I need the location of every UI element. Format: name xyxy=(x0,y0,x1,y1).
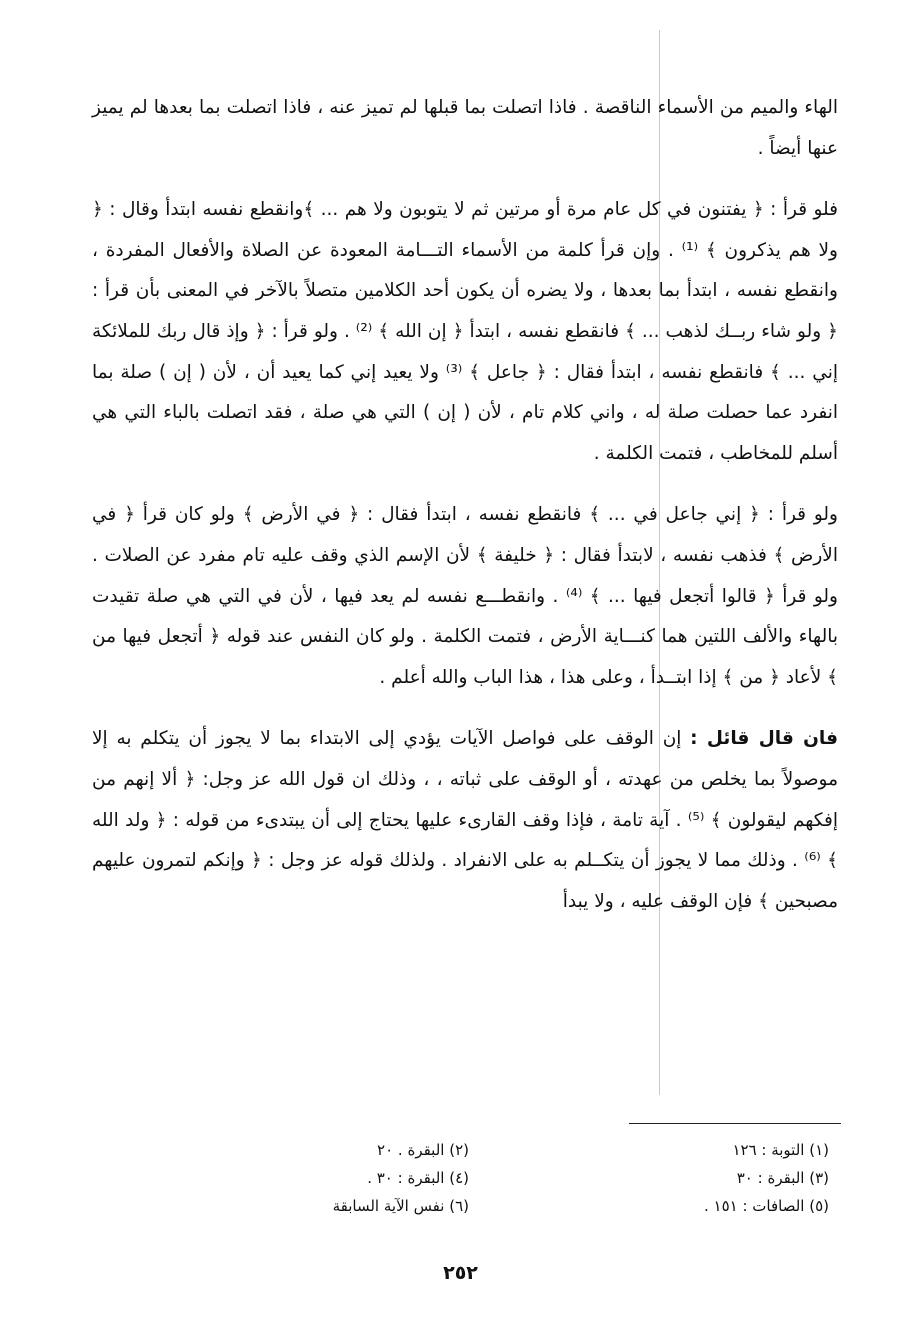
paragraph-2 xyxy=(92,190,838,474)
paragraph-text: ولو قرأ : ﴿ إني جاعل في ... ﴾ فانقطع نفسه ، ابتدأ فقال : ﴿ في الأرض ﴾ ولو كان قرأ ﴿ في الأرض ﴾ فذهب نفسه ، لابتدأ فقال : ﴿ خليفة ﴾ لأن الإسم الذي وقف عليه تام مفرد عن الصلات . ولو قرأ ﴿ قالوا أتجعل فيها ... ﴾ ⁽⁴⁾ . وانقطـــع نفسه لم يعد فيها ، لأن في التي هي صلة تقيدت بالهاء والألف اللتين هما كنـــاية الأرض ، فتمت الكلمة . ولو كان النفس عند قوله ﴿ أتجعل فيها من ﴾ لأعاد ﴿ من ﴾ إذا ابتــدأ ، وعلى هذا ، هذا الباب والله أعلم . xyxy=(92,504,838,688)
footnote-3: (٣) البقرة : ٣٠ xyxy=(736,1169,829,1187)
paragraph-1 xyxy=(92,88,838,169)
footnote-4: (٤) البقرة : ٣٠ . xyxy=(367,1169,469,1187)
footnote-6: (٦) نفس الآية السابقة xyxy=(332,1197,469,1215)
paragraph-3 xyxy=(92,495,838,698)
footnotes xyxy=(269,1139,829,1217)
footnote-2: (٢) البقرة . ٢٠ xyxy=(377,1141,469,1159)
main-text xyxy=(92,88,838,922)
footnote-separator xyxy=(629,1123,841,1124)
paragraph-text: فلو قرأ : ﴿ يفتنون في كل عام مرة أو مرتين ثم لا يتوبون ولا هم ... ﴾وانقطع نفسه ابتدأ وقال : ﴿ ولا هم يذكرون ﴾ ⁽¹⁾ . وإن قرأ كلمة من الأسماء التـــامة المعودة عن الصلاة والأفعال المفردة ، وانقطع نفسه ، ابتدأ بما بعدها ، ولا يضره أن يكون أحد الكلامين متصلاً بالآخر في المعنى بأن قرأ : ﴿ ولو شاء ربــك لذهب ... ﴾ فانقطع نفسه ، ابتدأ ﴿ إن الله ﴾ ⁽²⁾ . ولو قرأ : ﴿ وإذ قال ربك للملائكة إني ... ﴾ فانقطع نفسه ، ابتدأ فقال : ﴿ جاعل ﴾ ⁽³⁾ ولا يعيد إني كما يعيد أن ، لأن ( إن ) صلة بما انفرد عما حصلت صلة له ، واني كلام تام ، لأن ( إن ) التي هي صلة ، فقد اتصلت بالباء التي هي أسلم للمخاطب ، فتمت الكلمة . xyxy=(92,199,838,464)
paragraph-text: إن الوقف على فواصل الآيات يؤدي إلى الابتداء بما لا يجوز أن يتكلم به إلا موصولاً بما يخلص من عهدته ، أو الوقف على ثباته ، ، وذلك ان قول الله عز وجل: ﴿ ألا إنهم من إفكهم ليقولون ﴾ ⁽⁵⁾ . آية تامة ، فإذا وقف القارىء عليها يحتاج إلى أن يبتدىء من قوله : ﴿ ولد الله ﴾ ⁽⁶⁾ . وذلك مما لا يجوز أن يتكــلم به على الانفراد . ولذلك قوله عز وجل : ﴿ وإنكم لتمرون عليهم مصبحين ﴾ فإن الوقف عليه ، ولا يبدأ xyxy=(92,728,839,912)
paragraph-text: الهاء والميم من الأسماء الناقصة . فاذا اتصلت بما قبلها لم تميز عنه ، فاذا اتصلت بما بعدها لم يميز عنها أيضاً . xyxy=(92,97,838,159)
footnote-5: (٥) الصافات : ١٥١ . xyxy=(703,1197,829,1215)
footnote-1: (١) التوبة : ١٢٦ xyxy=(732,1141,829,1159)
page-number: ٢٥٢ xyxy=(443,1262,478,1284)
paragraph-4 xyxy=(92,719,838,922)
paragraph-lead: فان قال قائل : xyxy=(690,728,838,750)
